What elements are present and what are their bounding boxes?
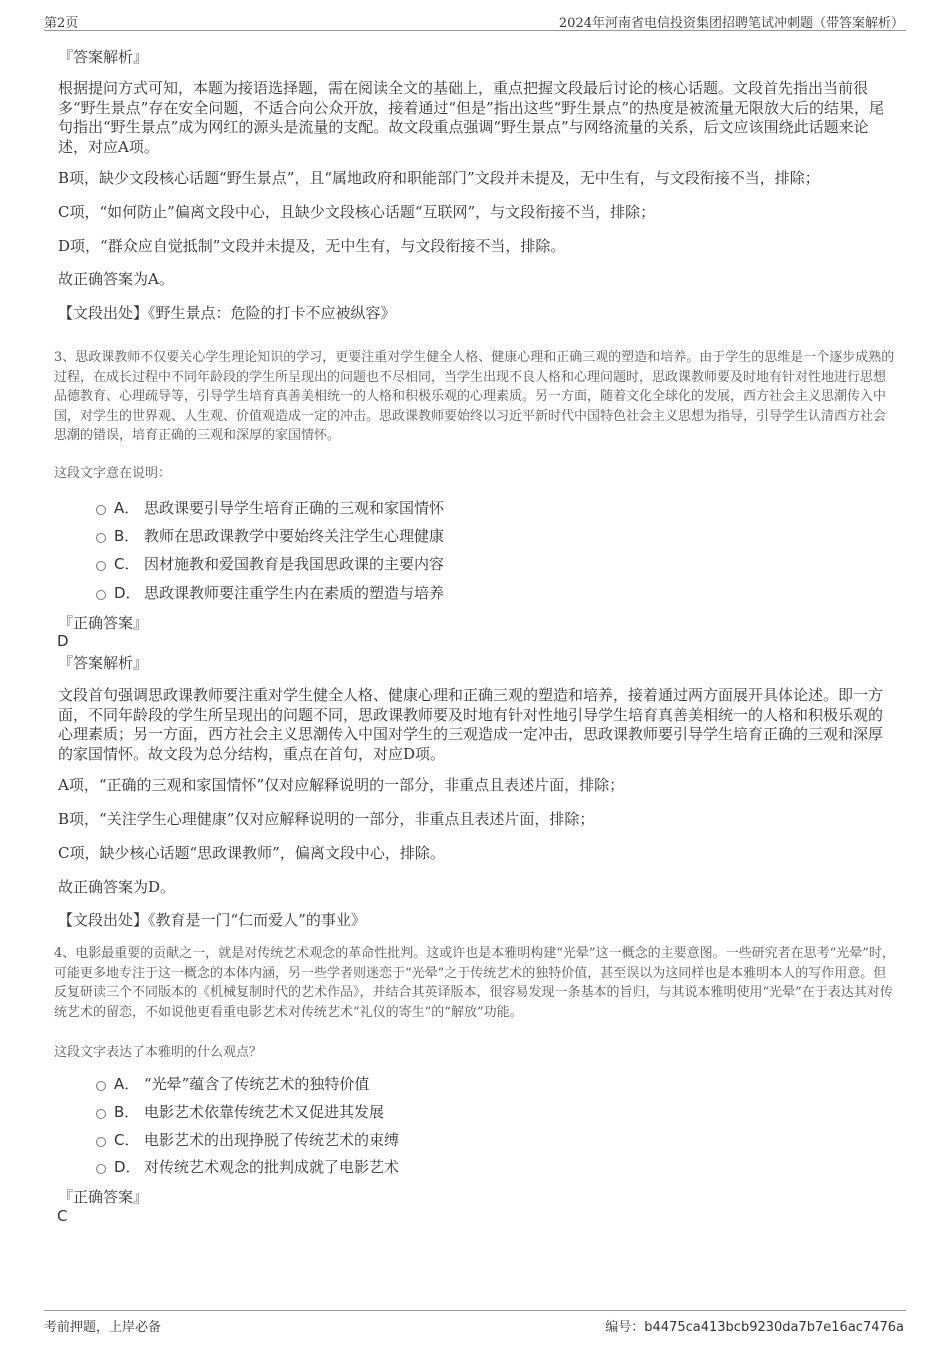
page-footer xyxy=(44,1310,906,1339)
radio-icon[interactable] xyxy=(96,590,106,600)
q3-option-b-analysis: B项，“关注学生心理健康”仅对应解释说明的一部分，非重点且表述片面，排除； xyxy=(58,810,595,828)
q2-option-c-analysis: C项，“如何防止”偏离文段中心，且缺少文段核心话题“互联网”，与文段衔接不当，排除； xyxy=(58,203,656,221)
option-text: 对传统艺术观念的批判成就了电影艺术 xyxy=(144,1157,400,1176)
radio-icon[interactable] xyxy=(96,1081,106,1091)
q3-analysis-text: 文段首句强调思政课教师要注重对学生健全人格、健康心理和正确三观的塑造和培养，接着通过两方面展开具体论述。即一方面，不同年龄段的学生所呈现出的问题不同，思政课教师要及时地有针对性地引导学生培育真善美相统一的人格和积极乐观的心理素质；另一方面，西方社会主义思潮传入中国对学生的三观造成一定冲击，思政课教师要引导学生培育正确的三观和深厚的家国情怀。故文段为总分结构，重点在首句，对应D项。 xyxy=(58,686,884,763)
code-value: b4475ca413bcb9230da7b7e16ac7476a xyxy=(644,1320,904,1335)
option-text: 因材施教和爱国教育是我国思政课的主要内容 xyxy=(144,554,445,573)
q4-correct-label: 『正确答案』 xyxy=(58,1188,149,1206)
radio-icon[interactable] xyxy=(96,1164,106,1174)
q4-question-text: 4、电影最重要的贡献之一，就是对传统艺术观念的革命性批判。这或许也是本雅明构建“光晕”这一概念的主要意图。一些研究者在思考“光晕”时，可能更多地专注于这一概念的本体内涵，另一些学者则迷恋于“光晕”之于传统艺术的独特价值，甚至误以为这同样也是本雅明本人的写作用意。但反复研读三个不同版本的《机械复制时代的艺术作品》，并结合其英译版本，很容易发现一条基本的旨归，与其说本雅明使用“光晕”在于表达其对传统艺术的留恋，不如说他更看重电影艺术对传统艺术“礼仪的寄生”的“解放”功能。 xyxy=(54,946,895,1020)
option-letter: B． xyxy=(114,526,140,545)
radio-icon[interactable] xyxy=(96,505,106,515)
radio-icon[interactable] xyxy=(96,533,106,543)
q3-option-d[interactable] xyxy=(96,581,444,603)
q2-conclusion: 故正确答案为A。 xyxy=(58,270,174,288)
q3-prompt: 这段文字意在说明： xyxy=(54,466,172,481)
option-letter: A． xyxy=(114,498,140,517)
radio-icon[interactable] xyxy=(96,1137,106,1147)
q3-source: 【文段出处】《教育是一门“仁而爱人”的事业》 xyxy=(58,911,366,929)
q3-correct-answer: D xyxy=(57,632,69,650)
q4-option-b[interactable] xyxy=(96,1100,384,1122)
q2-option-b-analysis: B项，缺少文段核心话题“野生景点”，且“属地政府和职能部门”文段并未提及，无中生有，与文段衔接不当，排除； xyxy=(58,169,820,187)
q4-correct-answer: C xyxy=(57,1207,68,1225)
option-letter: B． xyxy=(114,1102,140,1121)
footer-slogan: 考前押题，上岸必备 xyxy=(44,1320,162,1335)
q4-option-d[interactable] xyxy=(96,1155,399,1177)
q4-option-c[interactable] xyxy=(96,1128,399,1150)
option-letter: D． xyxy=(114,1157,141,1176)
option-text: 思政课要引导学生培育正确的三观和家国情怀 xyxy=(144,498,445,517)
q3-correct-label: 『正确答案』 xyxy=(58,614,149,632)
q2-analysis-label: 『答案解析』 xyxy=(58,48,149,66)
q3-option-c-analysis: C项，缺少核心话题“思政课教师”，偏离文段中心，排除。 xyxy=(58,844,445,862)
option-text: 教师在思政课教学中要始终关注学生心理健康 xyxy=(144,526,445,545)
q4-option-a[interactable] xyxy=(96,1072,369,1094)
radio-icon[interactable] xyxy=(96,1109,106,1119)
q3-option-c[interactable] xyxy=(96,552,444,574)
code-label: 编号： xyxy=(605,1320,645,1335)
option-text: 思政课教师要注重学生内在素质的塑造与培养 xyxy=(144,583,445,602)
document-title: 2024年河南省电信投资集团招聘笔试冲刺题（带答案解析） xyxy=(558,16,904,31)
q3-option-a-analysis: A项，“正确的三观和家国情怀”仅对应解释说明的一部分，非重点且表述片面，排除； xyxy=(58,776,625,794)
q4-prompt: 这段文字表达了本雅明的什么观点？ xyxy=(54,1045,263,1060)
q2-analysis-text: 根据提问方式可知，本题为接语选择题，需在阅读全文的基础上，重点把握文段最后讨论的核心话题。文段首先指出当前很多“野生景点”存在安全问题，不适合向公众开放，接着通过“但是”指出这些“野生景点”的热度是被流量无限放大后的结果，尾句指出“野生景点”成为网红的源头是流量的支配。故文段重点强调“野生景点”与网络流量的关系，后文应该围绕此话题来论述，对应A项。 xyxy=(58,79,885,156)
document-code xyxy=(605,1316,904,1335)
q3-option-b[interactable] xyxy=(96,524,444,546)
q3-question-text: 3、思政课教师不仅要关心学生理论知识的学习，更要注重对学生健全人格、健康心理和正确三观的塑造和培养。由于学生的思维是一个逐步成熟的过程，在成长过程中不同年龄段的学生所呈现出的问题也不尽相同，当学生出现不良人格和心理问题时，思政课教师要及时地有针对性地进行思想品德教育、心理疏导等，引导学生培育真善美相统一的人格和积极乐观的心理素质。另一方面，随着文化全球化的发展，西方社会主义思潮传入中国，对学生的世界观、人生观、价值观造成一定的冲击。思政课教师要始终以习近平新时代中国特色社会主义思想为指导，引导学生认清西方社会思潮的错误，培育正确的三观和深厚的家国情怀。 xyxy=(54,350,895,444)
q3-analysis-label: 『答案解析』 xyxy=(58,654,149,672)
q2-option-d-analysis: D项，“群众应自觉抵制”文段并未提及，无中生有，与文段衔接不当，排除。 xyxy=(58,237,566,255)
option-letter: A． xyxy=(114,1074,140,1093)
option-text: 电影艺术依靠传统艺术又促进其发展 xyxy=(144,1102,385,1121)
option-letter: D． xyxy=(114,583,141,602)
radio-icon[interactable] xyxy=(96,561,106,571)
q2-source: 【文段出处】《野生景点：危险的打卡不应被纵容》 xyxy=(58,304,396,322)
option-text: 电影艺术的出现挣脱了传统艺术的束缚 xyxy=(144,1130,400,1149)
page-header xyxy=(44,8,906,31)
option-letter: C． xyxy=(114,554,140,573)
page-number: 第2页 xyxy=(44,16,79,31)
q3-conclusion: 故正确答案为D。 xyxy=(58,878,176,896)
option-text: “光晕”蕴含了传统艺术的独特价值 xyxy=(144,1074,370,1093)
q3-option-a[interactable] xyxy=(96,496,444,518)
option-letter: C． xyxy=(114,1130,140,1149)
